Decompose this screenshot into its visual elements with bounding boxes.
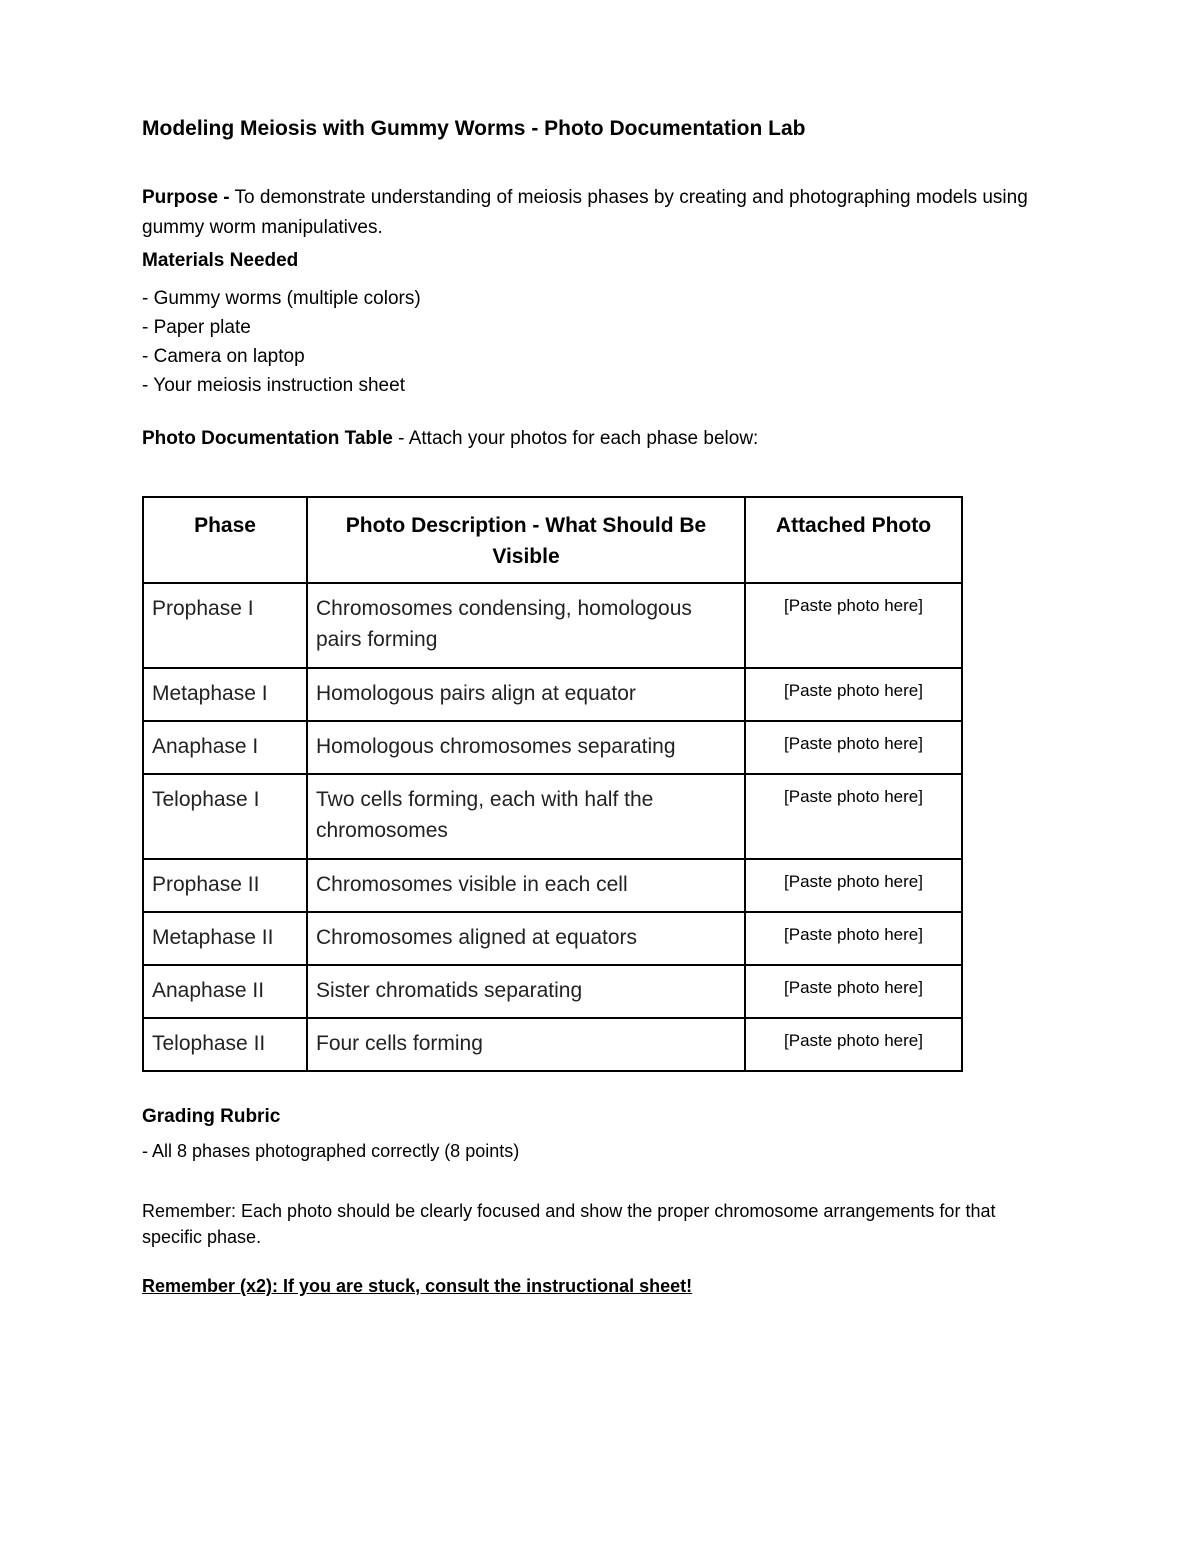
phase-cell: Prophase I (143, 583, 307, 668)
table-intro (142, 428, 758, 450)
table-row (143, 912, 962, 965)
table-row (143, 774, 962, 859)
table-row (143, 1018, 962, 1071)
description-cell: Homologous pairs align at equator (307, 668, 745, 721)
description-cell: Sister chromatids separating (307, 965, 745, 1018)
remember-emphasis-note: Remember (x2): If you are stuck, consult the instructional sheet! (142, 1276, 693, 1296)
materials-item: - Your meiosis instruction sheet (142, 371, 421, 400)
rubric-heading: Grading Rubric (142, 1106, 281, 1127)
materials-item: - Camera on laptop (142, 342, 421, 371)
materials-list (142, 284, 421, 400)
rubric-item: - All 8 phases photographed correctly (8 points) (142, 1141, 519, 1162)
purpose-text: To demonstrate understanding of meiosis phases by creating and photographing models using gummy worm manipulatives. (142, 187, 1028, 238)
photo-placeholder-cell[interactable]: [Paste photo here] (745, 1018, 962, 1071)
phase-cell: Prophase II (143, 859, 307, 912)
header-phase: Phase (143, 497, 307, 583)
photo-documentation-table (142, 496, 963, 1072)
photo-placeholder-cell[interactable]: [Paste photo here] (745, 774, 962, 859)
phase-cell: Metaphase II (143, 912, 307, 965)
photo-placeholder-cell[interactable]: [Paste photo here] (745, 668, 962, 721)
photo-placeholder-cell[interactable]: [Paste photo here] (745, 859, 962, 912)
materials-item: - Gummy worms (multiple colors) (142, 284, 421, 313)
purpose-paragraph (142, 183, 1042, 243)
description-cell: Four cells forming (307, 1018, 745, 1071)
photo-placeholder-cell[interactable]: [Paste photo here] (745, 912, 962, 965)
table-row (143, 583, 962, 668)
photo-placeholder-cell[interactable]: [Paste photo here] (745, 721, 962, 774)
rubric-list (142, 1141, 519, 1162)
table-row (143, 965, 962, 1018)
phase-cell: Anaphase I (143, 721, 307, 774)
page-title: Modeling Meiosis with Gummy Worms - Photo Documentation Lab (142, 117, 806, 140)
materials-heading: Materials Needed (142, 250, 299, 271)
photo-placeholder-cell[interactable]: [Paste photo here] (745, 583, 962, 668)
photo-placeholder-cell[interactable]: [Paste photo here] (745, 965, 962, 1018)
phase-cell: Metaphase I (143, 668, 307, 721)
phase-cell: Anaphase II (143, 965, 307, 1018)
header-attached-photo: Attached Photo (745, 497, 962, 583)
purpose-label: Purpose - (142, 187, 230, 208)
description-cell: Chromosomes aligned at equators (307, 912, 745, 965)
table-row (143, 668, 962, 721)
phase-cell: Telophase I (143, 774, 307, 859)
description-cell: Chromosomes condensing, homologous pairs forming (307, 583, 745, 668)
table-row (143, 721, 962, 774)
table-row (143, 859, 962, 912)
remember-note: Remember: Each photo should be clearly focused and show the proper chromosome arrangements for that specific phase. (142, 1201, 996, 1247)
description-cell: Homologous chromosomes separating (307, 721, 745, 774)
materials-item: - Paper plate (142, 313, 421, 342)
table-header-row (143, 497, 962, 583)
table-intro-label: Photo Documentation Table (142, 428, 393, 449)
table-intro-text: - Attach your photos for each phase below: (392, 428, 759, 449)
description-cell: Two cells forming, each with half the chromosomes (307, 774, 745, 859)
header-description: Photo Description - What Should Be Visible (307, 497, 745, 583)
description-cell: Chromosomes visible in each cell (307, 859, 745, 912)
phase-cell: Telophase II (143, 1018, 307, 1071)
